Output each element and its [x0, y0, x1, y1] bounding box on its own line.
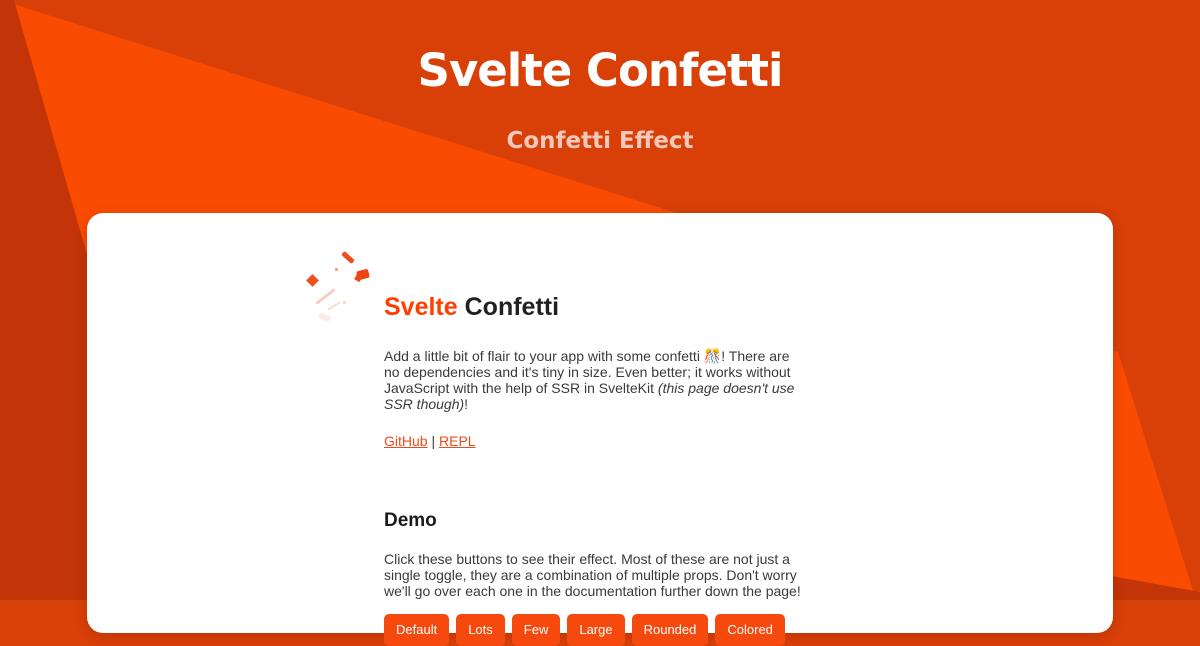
- confetti-particle: [335, 268, 338, 271]
- confetti-particle: [318, 312, 330, 321]
- link-separator: |: [431, 433, 436, 449]
- confetti-particle: [341, 251, 355, 264]
- github-link[interactable]: GitHub: [384, 433, 428, 449]
- confetti-particle: [343, 301, 346, 304]
- external-links-row: [384, 433, 806, 449]
- card-title-accent: Svelte: [384, 293, 458, 321]
- confetti-particle: [354, 275, 362, 282]
- demo-button-large[interactable]: Large: [567, 614, 624, 646]
- confetti-particle: [306, 274, 319, 287]
- confetti-particle: [356, 269, 370, 281]
- intro-italic-note: (this page doesn't use SSR though): [384, 380, 795, 412]
- card-title-rest: Confetti: [457, 293, 560, 321]
- demo-button-default[interactable]: Default: [384, 614, 449, 646]
- demo-description: Click these buttons to see their effect. Most of these are not just a single toggle, they are a combination of multiple props. Don't worry we'll go over each one in the documentation further down the page!: [384, 551, 801, 599]
- confetti-particle: [328, 301, 341, 310]
- demo-button-row: [384, 614, 806, 646]
- confetti-particle: [316, 288, 336, 305]
- content-card: [87, 213, 1113, 637]
- demo-button-colored[interactable]: Colored: [715, 614, 785, 646]
- card-content-column: [384, 213, 806, 646]
- page-title: Svelte Confetti: [417, 44, 783, 97]
- page-subtitle: Confetti Effect: [506, 128, 694, 154]
- demo-button-rounded[interactable]: Rounded: [632, 614, 709, 646]
- intro-text: Add a little bit of flair to your app with some confetti 🎊! There are no dependencies and it's tiny in size. Even better; it works without JavaScript with the help of SSR in SvelteKit: [384, 348, 791, 396]
- demo-section-heading: Demo: [384, 510, 437, 531]
- intro-paragraph: [384, 348, 806, 412]
- demo-button-few[interactable]: Few: [512, 614, 561, 646]
- intro-suffix: !: [464, 396, 469, 412]
- card-title: [384, 292, 806, 322]
- repl-link[interactable]: REPL: [439, 433, 476, 449]
- demo-button-lots[interactable]: Lots: [456, 614, 505, 646]
